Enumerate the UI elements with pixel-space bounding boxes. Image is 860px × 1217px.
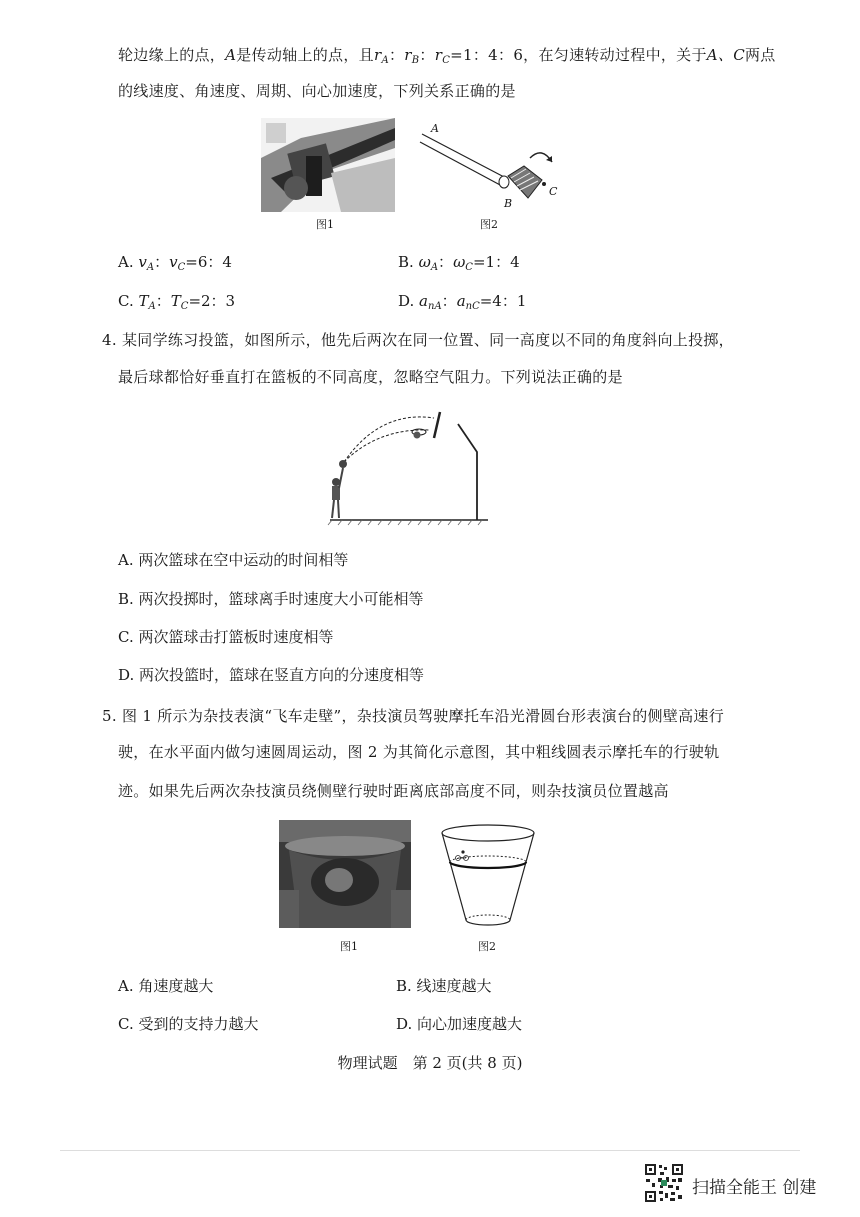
q3-option-c[interactable] — [118, 290, 235, 312]
option-value: =6：4 — [185, 253, 232, 271]
q5-option-d[interactable]: D. 向心加速度越大 — [396, 1015, 523, 1033]
radius-symbol: r — [434, 46, 443, 64]
symbol: T — [170, 292, 181, 310]
symbol: a — [419, 292, 428, 310]
option-value: =2：3 — [188, 292, 236, 310]
subscript: A — [430, 262, 439, 273]
symbol: ω — [453, 253, 466, 271]
qr-code-icon — [644, 1163, 684, 1207]
q5-stem-line3: 迹。如果先后两次杂技演员绕侧壁行驶时距离底部高度不同，则杂技演员位置越高 — [118, 782, 669, 800]
q3-option-a[interactable] — [118, 251, 232, 273]
bottom-divider — [60, 1150, 800, 1151]
q3-stem-line1 — [118, 44, 776, 66]
q5-stem-line2: 驶，在水平面内做匀速圆周运动，图 2 为其简化示意图，其中粗线圆表示摩托车的行驶轨 — [118, 743, 720, 761]
option-letter: B. — [398, 253, 414, 271]
q5-stem-line1: 5. 图 1 所示为杂技表演“飞车走壁”，杂技演员驾驶摩托车沿光滑圆台形表演台的侧壁高速行 — [102, 707, 724, 725]
ratio-sep: ： — [154, 253, 170, 271]
subscript: nA — [428, 301, 442, 312]
subscript: C — [465, 262, 473, 273]
q5-figure1-photo — [279, 820, 411, 928]
page-footer: 物理试题 第 2 页(共 8 页) — [337, 1054, 523, 1072]
q4-option-c[interactable]: C. 两次篮球击打篮板时速度相等 — [118, 628, 334, 646]
q4-option-b[interactable]: B. 两次投掷时，篮球离手时速度大小可能相等 — [118, 590, 424, 608]
q3-option-b[interactable] — [398, 251, 520, 273]
subscript: C — [177, 262, 186, 273]
ratio-sep: ： — [419, 46, 435, 64]
subscript: A — [146, 262, 155, 273]
ratio-sep: ： — [438, 253, 454, 271]
q3-text: 轮边缘上的点， — [118, 46, 226, 64]
scanner-watermark — [644, 1163, 816, 1207]
radius-symbol: r — [404, 46, 412, 64]
q4-basketball-figure — [322, 400, 492, 526]
ratio-sep: ： — [155, 292, 171, 310]
q5-fig2-caption: 图2 — [478, 940, 496, 953]
fig2-label-c: C — [549, 185, 558, 198]
q4-option-a[interactable]: A. 两次篮球在空中运动的时间相等 — [118, 551, 349, 569]
subscript: nC — [465, 301, 480, 312]
q3-figure1-photo — [261, 118, 395, 212]
radius-sub-c: C — [442, 55, 451, 66]
q5-option-b[interactable]: B. 线速度越大 — [396, 977, 492, 995]
point-a-label: A — [225, 46, 237, 64]
q3-stem-line2: 的线速度、角速度、周期、向心加速度，下列关系正确的是 — [118, 82, 516, 100]
q5-option-c[interactable]: C. 受到的支持力越大 — [118, 1015, 259, 1033]
fig2-label-b: B — [504, 197, 513, 210]
q5-option-a[interactable]: A. 角速度越大 — [118, 977, 214, 995]
points-ac-label: A、C — [706, 46, 745, 64]
symbol: a — [456, 292, 466, 310]
radius-sub-a: A — [381, 55, 389, 66]
subscript: C — [180, 301, 189, 312]
ratio-sep: ： — [441, 292, 457, 310]
scanner-text: 扫描全能王 创建 — [692, 1177, 817, 1198]
q3-fig2-caption: 图2 — [480, 218, 498, 231]
q4-stem-line2: 最后球都恰好垂直打在篮板的不同高度，忽略空气阻力。下列说法正确的是 — [118, 368, 623, 386]
option-value: =4：1 — [479, 292, 527, 310]
q3-text: 两点 — [745, 46, 776, 64]
q5-fig1-caption: 图1 — [340, 940, 358, 953]
q3-text: =1：4：6，在匀速转动过程中，关于 — [450, 46, 707, 64]
q3-fig1-caption: 图1 — [316, 218, 334, 231]
ratio-sep: ： — [388, 46, 405, 64]
symbol: T — [138, 292, 149, 310]
option-letter: A. — [118, 253, 134, 271]
symbol: v — [138, 253, 147, 271]
symbol: ω — [418, 253, 431, 271]
option-value: =1：4 — [472, 253, 520, 271]
q3-text: 是传动轴上的点，且 — [236, 46, 374, 64]
fig2-label-a: A — [431, 122, 439, 135]
q4-option-d[interactable]: D. 两次投篮时，篮球在竖直方向的分速度相等 — [118, 666, 425, 684]
radius-sub-b: B — [411, 55, 420, 66]
q3-option-d[interactable] — [398, 290, 526, 312]
radius-symbol: r — [373, 46, 382, 64]
q4-stem-line1: 4. 某同学练习投篮，如图所示，他先后两次在同一位置、同一高度以不同的角度斜向上投掷， — [102, 331, 734, 349]
q5-figure2-diagram — [438, 820, 538, 930]
subscript: A — [148, 301, 156, 312]
option-letter: D. — [398, 292, 415, 310]
option-letter: C. — [118, 292, 134, 310]
symbol: v — [169, 253, 178, 271]
